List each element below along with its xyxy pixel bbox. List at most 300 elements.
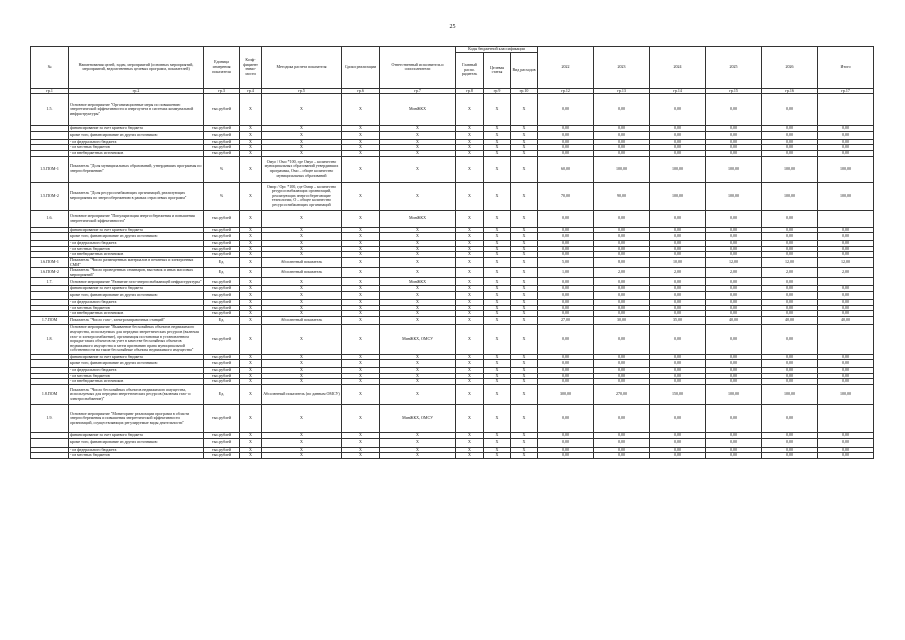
table-cell: X — [240, 131, 262, 139]
table-cell: X — [484, 139, 511, 145]
table-cell: X — [511, 379, 538, 385]
table-cell: финансирование за счет краевого бюджета — [69, 126, 204, 132]
table-cell: финансирование за счет краевого бюджета — [69, 354, 204, 360]
table-cell: X — [456, 354, 484, 360]
table-cell: Основное мероприятие "Популяризация энергосбережения и повышения энергетической эффективности" — [69, 210, 204, 227]
table-cell: X — [342, 241, 380, 247]
page-number: 25 — [449, 24, 456, 30]
table-cell: тыс.рублей — [204, 405, 240, 433]
table-cell: 0,00 — [818, 368, 874, 374]
table-cell: X — [262, 368, 342, 374]
table-cell: 0,00 — [538, 150, 594, 156]
table-cell: 0,00 — [818, 438, 874, 447]
table-cell: X — [342, 354, 380, 360]
table-cell: 0,00 — [762, 241, 818, 247]
table-cell: X — [262, 246, 342, 252]
table-cell: X — [484, 233, 511, 241]
table-cell: 0,00 — [818, 126, 874, 132]
table-cell: X — [240, 316, 262, 324]
table-cell — [818, 324, 874, 354]
table-cell: X — [511, 368, 538, 374]
table-cell: 0,00 — [650, 360, 706, 368]
table-cell: X — [380, 252, 456, 258]
table-cell: X — [511, 433, 538, 439]
table-cell: X — [511, 373, 538, 379]
table-cell: X — [262, 373, 342, 379]
table-row — [31, 453, 874, 459]
table-cell: X — [240, 139, 262, 145]
table-cell: 0,00 — [818, 150, 874, 156]
table-cell: 0,00 — [650, 324, 706, 354]
table-cell: 0,00 — [706, 278, 762, 286]
table-cell: 0,00 — [706, 438, 762, 447]
table-cell: X — [240, 438, 262, 447]
table-cell: X — [456, 373, 484, 379]
table-cell: X — [342, 316, 380, 324]
table-cell — [818, 405, 874, 433]
table-cell: 0,00 — [650, 126, 706, 132]
table-cell — [31, 360, 69, 368]
table-cell: 0,00 — [762, 354, 818, 360]
table-cell: Ед. — [204, 257, 240, 267]
table-cell: 2,00 — [818, 268, 874, 278]
table-cell: - из местных бюджетов — [69, 145, 204, 151]
table-cell: 35,00 — [650, 316, 706, 324]
table-cell: тыс.рублей — [204, 324, 240, 354]
table-cell: 0,00 — [594, 324, 650, 354]
table-cell: 0,00 — [538, 210, 594, 227]
table-cell: 0,00 — [762, 453, 818, 459]
table-cell: МинЖКХ, ОМСУ — [380, 324, 456, 354]
table-cell — [818, 210, 874, 227]
table-cell: X — [484, 94, 511, 126]
table-cell: X — [240, 354, 262, 360]
table-cell: 0,00 — [594, 131, 650, 139]
table-cell: 0,00 — [762, 286, 818, 292]
table-cell: 0,00 — [762, 139, 818, 145]
table-row — [31, 316, 874, 324]
table-cell: X — [262, 126, 342, 132]
table-cell: X — [380, 433, 456, 439]
table-cell: X — [511, 94, 538, 126]
table-cell: Показатель "Число размещенных материалов в печатных и электронных СМИ" — [69, 257, 204, 267]
table-cell: 0,00 — [594, 433, 650, 439]
table-cell: кроме того, финансирование из других источников: — [69, 291, 204, 299]
table-cell: Ед. — [204, 385, 240, 405]
table-cell: 0,00 — [650, 145, 706, 151]
table-cell: X — [380, 286, 456, 292]
table-cell: X — [511, 257, 538, 267]
table-cell: МинЖКХ — [380, 210, 456, 227]
table-cell: X — [456, 291, 484, 299]
table-cell: X — [262, 210, 342, 227]
table-cell: тыс.рублей — [204, 241, 240, 247]
table-cell: 0,00 — [706, 286, 762, 292]
table-cell: X — [511, 233, 538, 241]
table-cell: X — [484, 246, 511, 252]
table-cell: 100,00 — [594, 156, 650, 182]
column-index: гр.10 — [511, 88, 538, 94]
table-cell: 0,00 — [538, 438, 594, 447]
table-cell: МинЖКХ — [380, 94, 456, 126]
table-cell: X — [456, 379, 484, 385]
table-cell: 2,00 — [762, 268, 818, 278]
table-cell: 100,00 — [818, 182, 874, 210]
table-cell: 1.5.ПОМ-2 — [31, 182, 69, 210]
table-cell: X — [456, 241, 484, 247]
table-cell: X — [484, 286, 511, 292]
table-cell: X — [511, 360, 538, 368]
table-cell: - из федерального бюджета — [69, 299, 204, 305]
table-cell: 0,00 — [594, 438, 650, 447]
table-cell: финансирование за счет краевого бюджета — [69, 227, 204, 233]
table-cell: X — [380, 379, 456, 385]
header-article: Целевая статья — [484, 52, 511, 88]
table-cell: 0,00 — [650, 299, 706, 305]
table-cell: 0,00 — [706, 368, 762, 374]
table-cell: X — [262, 94, 342, 126]
table-cell: 0,00 — [538, 305, 594, 311]
table-cell: 0,00 — [706, 433, 762, 439]
table-cell: 0,00 — [594, 246, 650, 252]
table-cell: X — [484, 311, 511, 317]
column-index: гр.16 — [762, 88, 818, 94]
header-expense-type: Вид расходов — [511, 52, 538, 88]
table-cell: 1.5. — [31, 94, 69, 126]
table-cell: X — [511, 316, 538, 324]
table-cell: 0,00 — [594, 299, 650, 305]
column-index: гр.4 — [240, 88, 262, 94]
table-cell: X — [262, 131, 342, 139]
table-cell: X — [380, 385, 456, 405]
table-cell: 100,00 — [762, 182, 818, 210]
table-cell: 0,00 — [594, 291, 650, 299]
table-cell: 1.9. — [31, 405, 69, 433]
table-cell: - из местных бюджетов — [69, 373, 204, 379]
table-cell: 0,00 — [594, 311, 650, 317]
table-cell: 0,00 — [818, 227, 874, 233]
table-cell: - из федерального бюджета — [69, 447, 204, 453]
table-cell: 1.5.ПОМ-1 — [31, 156, 69, 182]
table-cell: 0,00 — [706, 360, 762, 368]
table-cell: тыс.рублей — [204, 145, 240, 151]
table-cell: X — [484, 241, 511, 247]
table-cell: X — [240, 268, 262, 278]
table-cell: X — [484, 252, 511, 258]
table-cell: 0,00 — [594, 139, 650, 145]
table-cell: 100,00 — [818, 385, 874, 405]
table-cell: X — [484, 210, 511, 227]
table-cell: X — [262, 324, 342, 354]
table-cell: 0,00 — [818, 311, 874, 317]
table-cell: X — [456, 156, 484, 182]
table-cell: тыс.рублей — [204, 233, 240, 241]
table-cell: X — [456, 438, 484, 447]
table-cell: X — [380, 145, 456, 151]
table-cell: Ед. — [204, 316, 240, 324]
table-cell: X — [240, 126, 262, 132]
table-cell: тыс.рублей — [204, 433, 240, 439]
table-cell: 0,00 — [762, 433, 818, 439]
table-cell: X — [456, 360, 484, 368]
table-cell: X — [380, 305, 456, 311]
table-cell: 0,00 — [650, 453, 706, 459]
table-cell: Абсолютный показатель — [262, 257, 342, 267]
table-cell: 0,00 — [650, 379, 706, 385]
table-cell: X — [484, 150, 511, 156]
table-cell: 0,00 — [650, 405, 706, 433]
table-cell: 5,00 — [538, 257, 594, 267]
table-cell — [31, 438, 69, 447]
table-cell: X — [380, 354, 456, 360]
table-cell: 10,00 — [650, 257, 706, 267]
table-cell: 0,00 — [650, 94, 706, 126]
table-cell: 40,00 — [818, 316, 874, 324]
table-cell: X — [484, 156, 511, 182]
table-cell: тыс.рублей — [204, 354, 240, 360]
table-cell: X — [484, 278, 511, 286]
table-cell: 0,00 — [594, 126, 650, 132]
table-cell: X — [511, 305, 538, 311]
table-cell: X — [511, 385, 538, 405]
table-cell: 0,00 — [818, 145, 874, 151]
table-cell: X — [484, 299, 511, 305]
table-row — [31, 268, 874, 278]
table-cell: Основное мероприятие "Мониторинг реализации программ в области энергосбережения и повышения энергетической эффективности организаций, осуществляющих регулируемые виды деятельности" — [69, 405, 204, 433]
table-cell: финансирование за счет краевого бюджета — [69, 286, 204, 292]
table-cell: 0,00 — [594, 233, 650, 241]
table-cell: X — [240, 286, 262, 292]
table-cell: X — [240, 447, 262, 453]
table-cell: 0,00 — [538, 453, 594, 459]
table-cell: X — [511, 354, 538, 360]
table-cell: 0,00 — [538, 252, 594, 258]
column-index: гр.1 — [31, 88, 69, 94]
table-cell: 0,00 — [762, 246, 818, 252]
table-cell: тыс.рублей — [204, 438, 240, 447]
table-row — [31, 405, 874, 433]
table-cell: 0,00 — [706, 241, 762, 247]
table-cell: X — [456, 311, 484, 317]
table-cell — [818, 94, 874, 126]
header-year-2024: 2024 — [650, 47, 706, 89]
table-cell: X — [456, 150, 484, 156]
table-cell: кроме того, финансирование из других источников: — [69, 131, 204, 139]
table-cell: X — [484, 453, 511, 459]
table-cell: 0,00 — [594, 354, 650, 360]
table-cell: X — [262, 299, 342, 305]
table-cell: X — [456, 316, 484, 324]
table-cell: 0,00 — [818, 354, 874, 360]
table-cell: X — [456, 268, 484, 278]
table-cell: 0,00 — [538, 373, 594, 379]
table-cell: X — [456, 94, 484, 126]
table-cell: X — [380, 139, 456, 145]
header-total: Итого — [818, 47, 874, 89]
table-cell: 0,00 — [594, 453, 650, 459]
table-cell: X — [342, 433, 380, 439]
table-cell: 0,00 — [762, 291, 818, 299]
table-cell: 0,00 — [818, 241, 874, 247]
table-cell: 0,00 — [762, 324, 818, 354]
table-cell: X — [456, 233, 484, 241]
table-cell: тыс.рублей — [204, 278, 240, 286]
table-cell: 0,00 — [706, 405, 762, 433]
table-cell: X — [342, 305, 380, 311]
table-cell: кроме того, финансирование из других источников: — [69, 360, 204, 368]
table-cell: 0,00 — [538, 241, 594, 247]
table-cell: 0,00 — [650, 368, 706, 374]
table-cell: 0,00 — [538, 299, 594, 305]
table-cell: 0,00 — [706, 145, 762, 151]
table-cell: X — [511, 324, 538, 354]
table-cell: X — [240, 385, 262, 405]
header-method: Методика расчета показателя — [262, 47, 342, 89]
table-cell: 2,00 — [706, 268, 762, 278]
table-cell: X — [262, 150, 342, 156]
table-cell: X — [262, 145, 342, 151]
table-cell: 0,00 — [706, 210, 762, 227]
table-cell: тыс.рублей — [204, 131, 240, 139]
table-cell: X — [240, 278, 262, 286]
program-table — [30, 46, 874, 459]
table-cell: X — [456, 305, 484, 311]
table-cell: X — [342, 299, 380, 305]
table-cell: 0,00 — [650, 139, 706, 145]
table-body — [31, 94, 874, 459]
table-cell: X — [262, 139, 342, 145]
table-row — [31, 385, 874, 405]
table-cell: 0,00 — [762, 126, 818, 132]
table-cell: X — [262, 438, 342, 447]
table-cell: X — [456, 286, 484, 292]
table-cell: 0,00 — [818, 373, 874, 379]
table-cell: X — [380, 182, 456, 210]
table-cell: 0,00 — [650, 305, 706, 311]
column-index: гр.17 — [818, 88, 874, 94]
table-cell: тыс.рублей — [204, 291, 240, 299]
table-cell: 0,00 — [538, 354, 594, 360]
table-cell: 1.6. — [31, 210, 69, 227]
table-cell: X — [484, 368, 511, 374]
table-cell: 0,00 — [818, 233, 874, 241]
table-cell: 0,00 — [594, 252, 650, 258]
table-cell: 0,00 — [538, 447, 594, 453]
table-cell: 0,00 — [650, 252, 706, 258]
table-cell: X — [342, 291, 380, 299]
table-cell: X — [484, 354, 511, 360]
table-cell: 0,00 — [818, 246, 874, 252]
table-cell: 60,00 — [538, 156, 594, 182]
table-cell: X — [262, 360, 342, 368]
header-no: № — [31, 47, 69, 89]
header-responsible: Ответственный исполнитель и соисполнители — [380, 47, 456, 89]
table-cell: 0,00 — [762, 233, 818, 241]
table-cell: Основное мероприятие "Развитие газо-энергоснабжающей инфраструктуры" — [69, 278, 204, 286]
table-cell: - из местных бюджетов — [69, 246, 204, 252]
table-cell: 0,00 — [762, 447, 818, 453]
table-cell: 0,00 — [762, 145, 818, 151]
table-cell: X — [456, 227, 484, 233]
table-cell: 8,00 — [594, 257, 650, 267]
table-cell: тыс.рублей — [204, 447, 240, 453]
table-cell: X — [456, 126, 484, 132]
table-cell: 0,00 — [594, 447, 650, 453]
table-cell: - из внебюджетных источников — [69, 252, 204, 258]
header-grbs: Главный распо. рядитель — [456, 52, 484, 88]
table-cell: X — [511, 453, 538, 459]
table-cell — [818, 278, 874, 286]
table-cell: 0,00 — [818, 305, 874, 311]
header-unit: Единица измерения показателя — [204, 47, 240, 89]
table-cell: 0,00 — [762, 379, 818, 385]
table-cell: X — [484, 305, 511, 311]
table-cell: X — [240, 182, 262, 210]
table-cell: 0,00 — [706, 139, 762, 145]
table-cell: - из федерального бюджета — [69, 241, 204, 247]
table-cell: 100,00 — [706, 182, 762, 210]
table-cell: Основное мероприятие "Организационные меры по повышению энергетической эффективности и энергоучета в системах коммунальной инфраструктуры" — [69, 94, 204, 126]
column-index: гр.15 — [706, 88, 762, 94]
table-cell: X — [484, 324, 511, 354]
table-cell: X — [380, 268, 456, 278]
table-cell: 0,00 — [650, 433, 706, 439]
table-cell: 0,00 — [762, 373, 818, 379]
table-cell: 0,00 — [706, 354, 762, 360]
table-cell: X — [511, 126, 538, 132]
table-cell: X — [380, 156, 456, 182]
table-cell: X — [484, 131, 511, 139]
table-row — [31, 324, 874, 354]
table-cell: 0,00 — [538, 131, 594, 139]
table-cell: 0,00 — [594, 373, 650, 379]
table-cell: X — [262, 286, 342, 292]
table-cell: X — [511, 311, 538, 317]
table-cell: 0,00 — [706, 126, 762, 132]
table-cell: X — [240, 257, 262, 267]
table-cell: X — [456, 145, 484, 151]
column-index: гр.3 — [204, 88, 240, 94]
table-cell: 0,00 — [594, 145, 650, 151]
table-cell: X — [262, 453, 342, 459]
table-cell: X — [511, 139, 538, 145]
table-cell: X — [262, 447, 342, 453]
table-cell: 1.7.ПОМ — [31, 316, 69, 324]
table-cell: % — [204, 182, 240, 210]
table-cell: 12,00 — [762, 257, 818, 267]
table-cell: тыс.рублей — [204, 311, 240, 317]
table-cell: X — [380, 241, 456, 247]
table-cell: Показатель "Доля муниципальных образований, утвердивших программы по энергосбережению" — [69, 156, 204, 182]
table-cell: Ед. — [204, 268, 240, 278]
table-cell: X — [484, 379, 511, 385]
table-cell: 100,00 — [650, 182, 706, 210]
table-cell: X — [342, 182, 380, 210]
table-cell: 0,00 — [818, 131, 874, 139]
column-index: гр.7 — [380, 88, 456, 94]
table-cell: X — [511, 227, 538, 233]
table-cell: - из местных бюджетов — [69, 453, 204, 459]
table-cell: X — [511, 246, 538, 252]
table-cell: 0,00 — [538, 291, 594, 299]
table-cell: X — [380, 257, 456, 267]
table-cell: X — [240, 405, 262, 433]
table-cell: X — [484, 405, 511, 433]
table-row — [31, 156, 874, 182]
column-index: гр.14 — [650, 88, 706, 94]
table-cell: 0,00 — [706, 373, 762, 379]
table-cell: финансирование за счет краевого бюджета — [69, 433, 204, 439]
